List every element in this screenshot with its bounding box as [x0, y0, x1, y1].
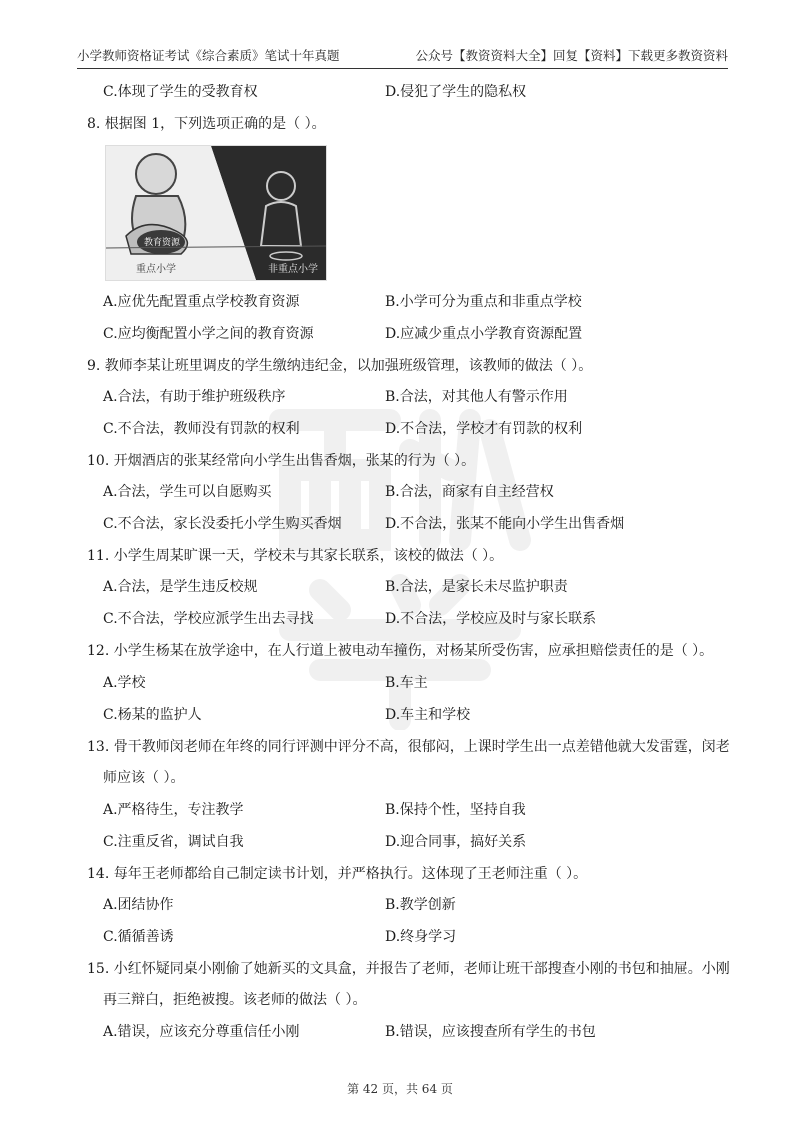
q8-option-a: A.应优先配置重点学校教育资源 [103, 294, 300, 310]
q8-option-d: D.应减少重点小学教育资源配置 [385, 326, 583, 342]
q12-option-b: B.车主 [385, 675, 428, 691]
q12-option-a: A.学校 [103, 675, 146, 691]
q10-option-d: D.不合法，张某不能向小学生出售香烟 [385, 516, 625, 532]
q8-option-b: B.小学可分为重点和非重点学校 [385, 294, 582, 310]
q7-option-c: C.体现了学生的受教育权 [103, 84, 258, 100]
q7-option-d: D.侵犯了学生的隐私权 [385, 84, 527, 100]
q8-figure-cartoon [105, 145, 327, 281]
q9-option-d: D.不合法，学校才有罚款的权利 [385, 421, 583, 437]
q14-stem: 14. 每年王老师都给自己制定读书计划，并严格执行。这体现了王老师注重（ ）。 [87, 866, 588, 882]
q13-option-c: C.注重反省，调试自我 [103, 834, 244, 850]
q9-option-a: A.合法，有助于维护班级秩序 [103, 389, 286, 405]
q11-option-a: A.合法，是学生违反校规 [103, 579, 258, 595]
q15-option-b: B.错误，应该搜查所有学生的书包 [385, 1024, 596, 1040]
header-left-title: 小学教师资格证考试《综合素质》笔试十年真题 [77, 48, 340, 63]
q14-option-c: C.循循善诱 [103, 929, 174, 945]
q13-option-d: D.迎合同事，搞好关系 [385, 834, 527, 850]
q11-option-d: D.不合法，学校应及时与家长联系 [385, 611, 597, 627]
q9-option-b: B.合法，对其他人有警示作用 [385, 389, 568, 405]
q13-option-a: A.严格待生，专注教学 [103, 802, 244, 818]
page-header [77, 46, 728, 69]
page-footer: 第 42 页，共 64 页 [347, 1082, 453, 1096]
q11-stem: 11. 小学生周某旷课一天，学校未与其家长联系，该校的做法（ ）。 [87, 548, 504, 564]
q15-stem: 15. 小红怀疑同桌小刚偷了她新买的文具盒，并报告了老师，老师让班干部搜查小刚的书包和抽屉。小刚 [87, 961, 730, 977]
q11-option-c: C.不合法，学校应派学生出去寻找 [103, 611, 314, 627]
q14-option-b: B.教学创新 [385, 897, 456, 913]
q8-option-c: C.应均衡配置小学之间的教育资源 [103, 326, 314, 342]
q13-option-b: B.保持个性，坚持自我 [385, 802, 526, 818]
q9-stem: 9. 教师李某让班里调皮的学生缴纳违纪金，以加强班级管理，该教师的做法（ ）。 [87, 358, 593, 374]
q15-option-a: A.错误，应该充分尊重信任小刚 [103, 1024, 300, 1040]
q15-stem-continued: 再三辩白，拒绝被搜。该老师的做法（ ）。 [103, 992, 367, 1008]
q10-stem: 10. 开烟酒店的张某经常向小学生出售香烟，张某的行为（ ）。 [87, 453, 476, 469]
q13-stem-continued: 师应该（ ）。 [103, 770, 185, 786]
q14-option-d: D.终身学习 [385, 929, 457, 945]
q12-option-c: C.杨某的监护人 [103, 707, 202, 723]
q13-stem: 13. 骨干教师闵老师在年终的同行评测中评分不高，很郁闷，上课时学生出一点差错他就大发雷霆，闵老 [87, 739, 730, 755]
q14-option-a: A.团结协作 [103, 897, 174, 913]
q10-option-b: B.合法，商家有自主经营权 [385, 484, 554, 500]
q12-option-d: D.车主和学校 [385, 707, 471, 723]
q9-option-c: C.不合法，教师没有罚款的权利 [103, 421, 300, 437]
figure-right-label: 非重点小学 [268, 264, 318, 275]
figure-resource-label: 教育资源 [144, 238, 181, 248]
q8-stem: 8. 根据图 1，下列选项正确的是（ ）。 [87, 116, 326, 132]
q10-option-c: C.不合法，家长没委托小学生购买香烟 [103, 516, 342, 532]
figure-left-label: 重点小学 [136, 264, 176, 275]
q11-option-b: B.合法，是家长未尽监护职责 [385, 579, 568, 595]
header-right-note: 公众号【教资资料大全】回复【资料】下载更多教资资料 [415, 48, 728, 63]
q12-stem: 12. 小学生杨某在放学途中，在人行道上被电动车撞伤，对杨某所受伤害，应承担赔偿责任的是（ ）。 [87, 643, 714, 659]
q10-option-a: A.合法，学生可以自愿购买 [103, 484, 272, 500]
